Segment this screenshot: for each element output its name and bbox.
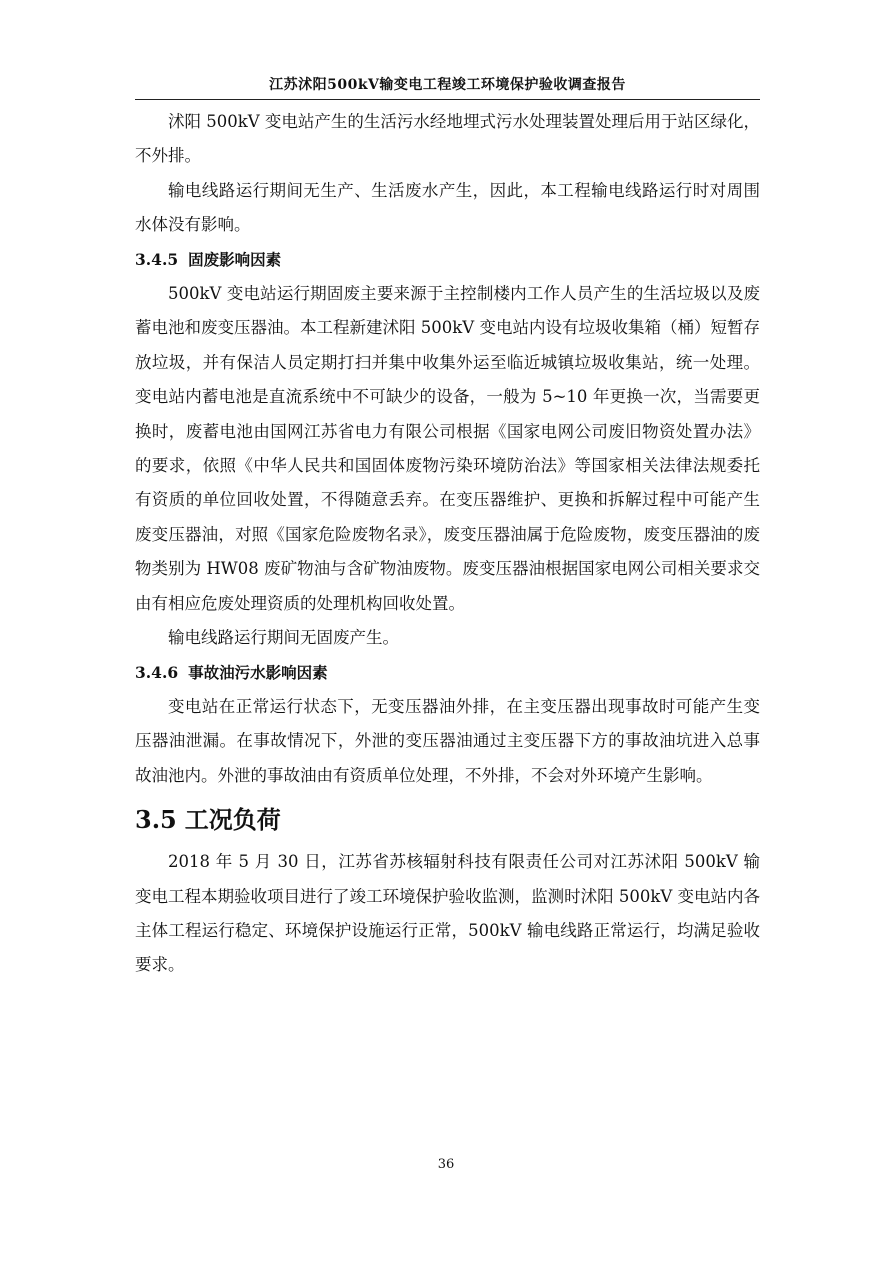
header-divider: [135, 99, 760, 100]
section-title: 事故油污水影响因素: [188, 662, 328, 682]
paragraph-solid-waste: 500kV 变电站运行期固废主要来源于主控制楼内工作人员产生的生活垃圾以及废蓄电池和废变压器油。本工程新建沭阳 500kV 变电站内设有垃圾收集箱（桶）短暂存放垃圾，并有保洁人员定期打扫并集中收集外运至临近城镇垃圾收集站，统一处理。变电站内蓄电池是直流系统中不可缺少的设备，一般为 5~10 年更换一次，当需要更换时，废蓄电池由国网江苏省电力有限公司根据《国家电网公司废旧物资处置办法》的要求，依照《中华人民共和国固体废物污染环境防治法》等国家相关法律法规委托有资质的单位回收处置，不得随意丢弃。在变压器维护、更换和拆解过程中可能产生废变压器油，对照《国家危险废物名录》，废变压器油属于危险废物，废变压器油的废物类别为 HW08 废矿物油与含矿物油废物。废变压器油根据国家电网公司相关要求交由有相应危废处理资质的处理机构回收处置。: [135, 284, 760, 613]
section-title: 固废影响因素: [188, 249, 282, 269]
section-number: 3.4.6: [135, 662, 179, 682]
page-header-title: 江苏沭阳500kV输变电工程竣工环境保护验收调查报告: [269, 77, 626, 93]
section-number: 3.4.5: [135, 249, 179, 269]
paragraph-sewage: 沭阳 500kV 变电站产生的生活污水经地埋式污水处理装置处理后用于站区绿化，不外排。: [135, 112, 760, 166]
section-title: 工况负荷: [184, 805, 281, 835]
paragraph-line-solid-waste: 输电线路运行期间无固废产生。: [168, 628, 399, 648]
paragraph-line-wastewater: 输电线路运行期间无生产、生活废水产生，因此，本工程输电线路运行时对周围水体没有影响。: [135, 180, 760, 235]
paragraph-operating-load: 2018 年 5 月 30 日，江苏省苏核辐射科技有限责任公司对江苏沭阳 500kV 输变电工程本期验收项目进行了竣工环境保护验收监测，监测时沭阳 500kV 变电站内各主体工程运行稳定、环境保护设施运行正常，500kV 输电线路正常运行，均满足验收要求。: [135, 852, 760, 975]
section-heading-3-4-5: [135, 243, 760, 277]
section-number: 3.5: [135, 805, 177, 835]
paragraph-accident-oil: 变电站在正常运行状态下，无变压器油外排，在主变压器出现事故时可能产生变压器油泄漏。在事故情况下，外泄的变压器油通过主变压器下方的事故油坑进入总事故油池内。外泄的事故油由有资质单位处理，不外排，不会对外环境产生影响。: [135, 696, 760, 785]
page-number: 36: [437, 1157, 455, 1172]
section-heading-3-4-6: [135, 656, 760, 690]
section-heading-3-5: [135, 797, 760, 843]
document-body: [135, 105, 760, 983]
